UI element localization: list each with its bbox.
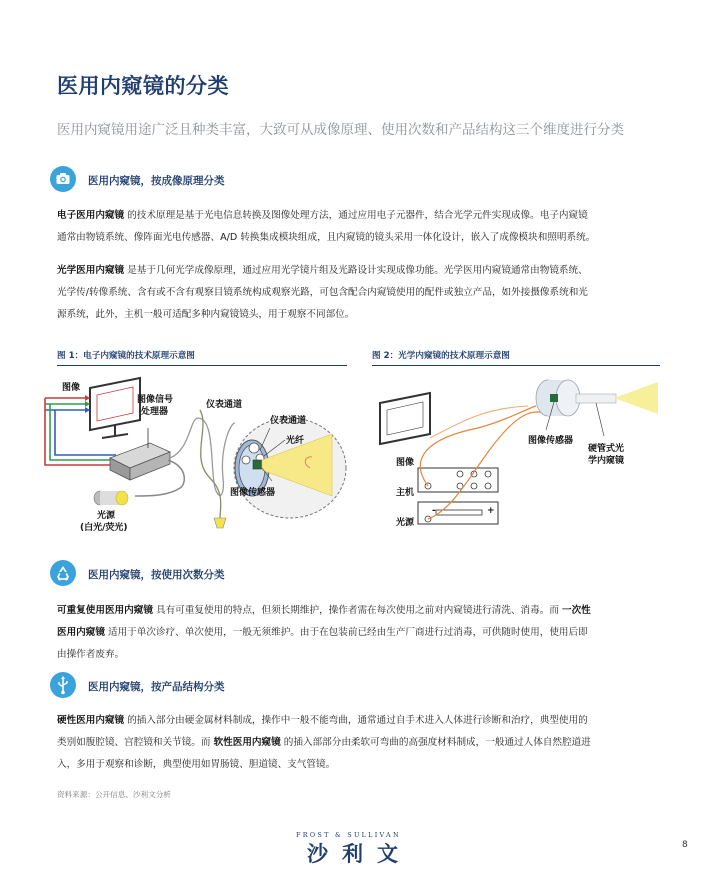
text-line: 入，多用于观察和诊断，典型使用如胃肠镜、胆道镜、支气管镜。 [57, 759, 336, 770]
label-instrument-channel-zoom: 仪表通道 [270, 416, 307, 426]
endoscope-tip-zoom [234, 418, 346, 518]
label-image: 图像 [62, 383, 81, 393]
monitor-icon [90, 378, 140, 438]
light-source-box [418, 502, 498, 524]
label-image: 图像 [396, 458, 415, 468]
figure-1-diagram [40, 368, 360, 553]
label-rigid-scope-1: 硬管式光 [588, 444, 625, 454]
page-subtitle: 医用内窥镜用途广泛且种类丰富，大致可从成像原理、使用次数和产品结构这三个维度进行分类 [57, 122, 624, 138]
text-line: 源系统，此外，主机一般可适配多种内窥镜镜头，用于观察不同部位。 [57, 309, 355, 320]
text-line: 通常由物镜系统、像阵面光电传感器、A/D 转换集成模块组成，且内窥镜的镜头采用一体化设计，嵌入了成像模块和照明系统。 [57, 232, 596, 243]
label-light-source: 光源 [396, 518, 415, 528]
page-title: 医用内窥镜的分类 [57, 74, 229, 98]
camera-icon [50, 166, 76, 192]
figure-2-rule [372, 365, 660, 366]
label-processor-2: 处理器 [141, 407, 169, 417]
label-fiber: 光纤 [286, 436, 305, 446]
label-processor-1: 图像信号 [137, 395, 174, 405]
text-line: 光学传/转像系统、含有或不含有观察目镜系统构成观察光路，可包含配合内窥镜使用的配件或独立产品，如外接摄像系统和光 [57, 287, 588, 298]
label-host: 主机 [396, 488, 415, 498]
figure-2-diagram [368, 368, 668, 553]
source-note: 资料来源：公开信息、沙利文分析 [57, 790, 171, 799]
text-line: 电子医用内窥镜 的技术原理是基于光电信息转换及图像处理方法，通过应用电子元器件，结合光学元件实现成像。电子内窥镜 [57, 210, 588, 221]
text-line: 硬性医用内窥镜 的插入部分由硬金属材料制成，操作中一般不能弯曲，通常通过自手术进入人体进行诊断和治疗，典型使用的 [57, 715, 588, 726]
brand-logo: 沙利文 [307, 842, 412, 866]
paragraph-electronic-endoscope [57, 205, 657, 249]
label-instrument-channel: 仪表通道 [206, 400, 243, 410]
text-line: 医用内窥镜 适用于单次诊疗、单次使用，一般无须维护。由于在包装前已经由生产厂商进行过消毒，可供随时使用，使用后即 [57, 627, 588, 638]
text-line: 由操作者废弃。 [57, 649, 125, 660]
section-heading-usage: 医用内窥镜，按使用次数分类 [88, 569, 225, 581]
paragraph-usage [57, 600, 657, 666]
light-source-icon [94, 491, 128, 505]
label-minus: - [432, 506, 436, 516]
label-rigid-scope-2: 学内窥镜 [588, 456, 625, 466]
monitor-icon [380, 393, 430, 444]
label-image-sensor: 图像传感器 [230, 488, 276, 498]
section-heading-structure: 医用内窥镜，按产品结构分类 [88, 681, 225, 693]
page-number: 8 [682, 840, 688, 850]
figure-1-caption: 图 1：电子内窥镜的技术原理示意图 [57, 351, 195, 361]
signal-processor-box [110, 443, 170, 480]
label-image-sensor: 图像传感器 [528, 436, 574, 446]
section-heading-imaging: 医用内窥镜，按成像原理分类 [88, 175, 225, 187]
brand-logo-small: FROST & SULLIVAN [296, 831, 401, 839]
paragraph-optical-endoscope [57, 260, 657, 326]
text-line: 类别如腹腔镜、宫腔镜和关节镜。而 软性医用内窥镜 的插入部部分由柔软可弯曲的高强度材料制成，一般通过人体自然腔道进 [57, 737, 591, 748]
paragraph-structure [57, 710, 657, 776]
text-line: 光学医用内窥镜 是基于几何光学成像原理，通过应用光学镜片组及光路设计实现成像功能。光学医用内窥镜通常由物镜系统、 [57, 265, 588, 276]
label-light-type: (白光/荧光) [80, 523, 128, 533]
figure-1-rule [57, 365, 347, 366]
label-light-source: 光源 [97, 511, 116, 521]
recycle-icon [50, 560, 76, 586]
figure-2-caption: 图 2：光学内窥镜的技术原理示意图 [372, 351, 510, 361]
rigid-scope-icon [536, 380, 658, 416]
text-line: 可重复使用医用内窥镜 具有可重复使用的特点，但须长期维护，操作者需在每次使用之前对内窥镜进行清洗、消毒。而 一次性 [57, 605, 591, 616]
usb-icon [50, 672, 76, 698]
label-plus: + [487, 506, 495, 516]
host-box [418, 468, 498, 492]
